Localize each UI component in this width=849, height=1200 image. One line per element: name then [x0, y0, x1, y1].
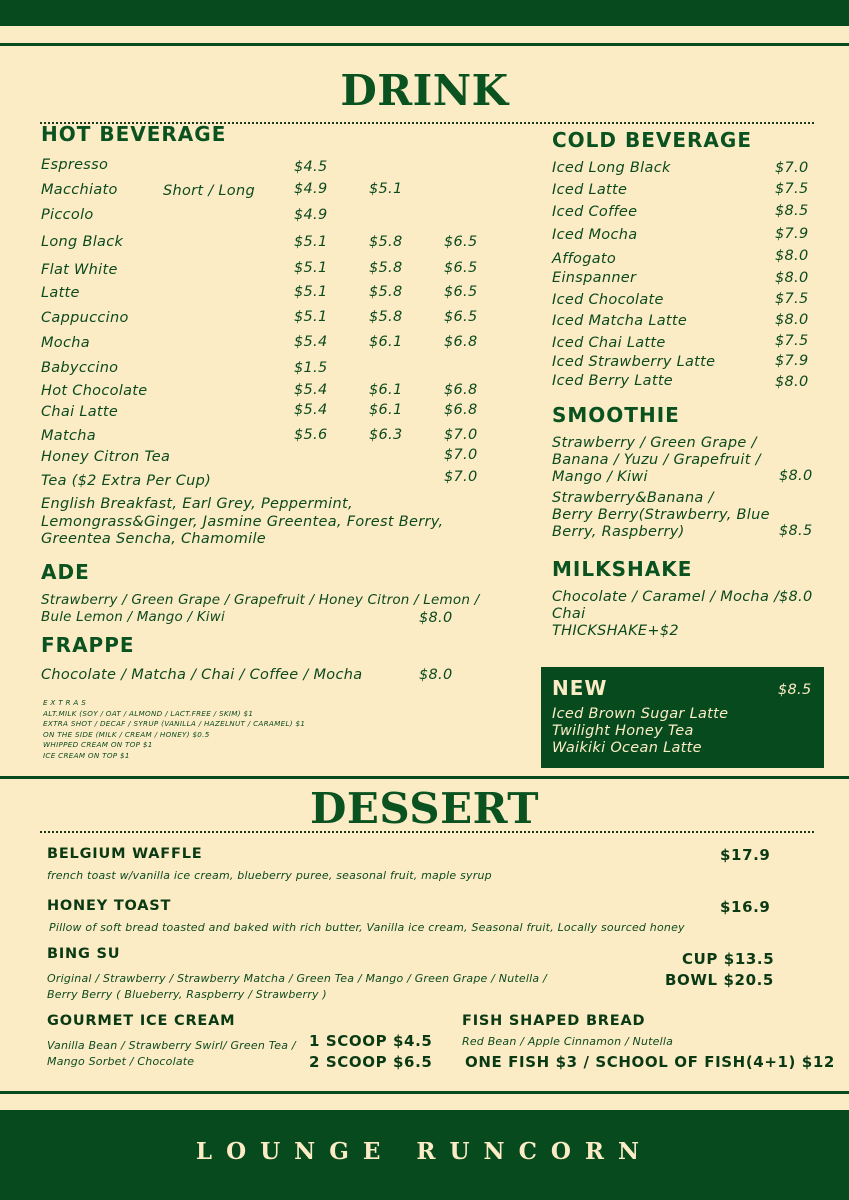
hot-item-price-3: $6.5 [444, 260, 478, 276]
hot-item-price-3: $6.5 [444, 284, 478, 300]
drink-title: DRINK [340, 66, 509, 115]
fish-price: ONE FISH $3 / SCHOOL OF FISH(4+1) $12 [465, 1053, 835, 1071]
bottom-rule [0, 1091, 849, 1094]
cold-item-price: $7.5 [775, 291, 809, 307]
footer-brand: LOUNGE RUNCORN [195, 1138, 654, 1165]
hot-item-price-1: $5.1 [294, 309, 328, 325]
cold-item-price: $7.5 [775, 181, 809, 197]
hot-item-price-1: $4.5 [294, 159, 328, 175]
hot-item-name: Flat White [41, 262, 118, 278]
smoothie-group-1 [552, 435, 761, 485]
hot-item-price-1: $5.4 [294, 334, 328, 350]
hot-item-price-1: $4.9 [294, 181, 328, 197]
milkshake-line: Chai [552, 605, 586, 622]
extras-line: ON THE SIDE (MILK / CREAM / HONEY) $0.5 [43, 729, 210, 739]
bingsu-bowl-price: BOWL $20.5 [665, 971, 774, 989]
extras-block [43, 698, 305, 762]
cold-item-price: $7.9 [775, 353, 809, 369]
cold-item-name: Iced Strawberry Latte [552, 354, 716, 370]
cold-item-name: Iced Long Black [552, 160, 671, 176]
extras-heading: E X T R A S [43, 698, 87, 707]
frappe-heading: FRAPPE [41, 633, 135, 657]
milkshake-line: Chocolate / Caramel / Mocha / [552, 589, 780, 605]
cold-item-price: $8.0 [775, 312, 809, 328]
bingsu-line-2: Berry Berry ( Blueberry, Raspberry / Strawberry ) [47, 988, 327, 1001]
new-item: Twilight Honey Tea [552, 722, 694, 739]
hot-item-name: Babyccino [41, 360, 119, 376]
hot-item-price-2: $6.3 [369, 427, 403, 443]
hot-item-name: Tea ($2 Extra Per Cup) [41, 473, 212, 489]
smoothie-line: Mango / Kiwi [552, 468, 648, 485]
waffle-name: BELGIUM WAFFLE [47, 846, 203, 862]
hot-item-price-1: $5.4 [294, 402, 328, 418]
hot-item-name: Piccolo [41, 207, 94, 223]
cold-item-name: Iced Mocha [552, 227, 638, 243]
hot-item-price-2: $6.1 [369, 402, 403, 418]
cold-item-name: Iced Coffee [552, 204, 638, 220]
hot-item-name: Long Black [41, 234, 124, 250]
cold-item-price: $8.5 [775, 203, 809, 219]
tea-options-line: English Breakfast, Earl Grey, Peppermint, [41, 496, 353, 512]
new-item: Iced Brown Sugar Latte [552, 706, 729, 722]
milkshake-heading: MILKSHAKE [552, 557, 693, 581]
smoothie-heading: SMOOTHIE [552, 403, 680, 427]
hot-item-price-2: $6.1 [369, 334, 403, 350]
hot-item-name: Mocha [41, 335, 90, 351]
tea-options [41, 496, 443, 549]
cold-item-name: Iced Berry Latte [552, 373, 674, 389]
cold-item-name: Iced Matcha Latte [552, 313, 688, 329]
bingsu-cup-price: CUP $13.5 [682, 950, 775, 968]
hot-item-price-2: $5.8 [369, 309, 403, 325]
hot-item-price-1: $5.1 [294, 234, 328, 250]
bingsu-name: BING SU [47, 946, 121, 962]
tea-options-line: Greentea Sencha, Chamomile [41, 531, 267, 547]
hot-item-name: Espresso [41, 157, 109, 173]
milkshake-price: $8.0 [779, 589, 813, 605]
hot-item-price-2: $6.1 [369, 382, 403, 398]
icecream-line-2: Mango Sorbet / Chocolate [47, 1055, 195, 1068]
smoothie-line: Berry Berry(Strawberry, Blue [552, 506, 770, 523]
hot-item-price-2: $5.8 [369, 284, 403, 300]
ade-heading: ADE [41, 560, 90, 584]
smoothie-price-2: $8.5 [779, 523, 813, 539]
new-heading: NEW [552, 676, 608, 700]
cold-beverage-heading: COLD BEVERAGE [552, 128, 752, 152]
waffle-desc: french toast w/vanilla ice cream, blueberry puree, seasonal fruit, maple syrup [47, 869, 492, 882]
hot-item-price-3: $6.5 [444, 234, 478, 250]
extras-line: EXTRA SHOT / DECAF / SYRUP (VANILLA / HAZELNUT / CARAMEL) $1 [43, 719, 306, 729]
hot-item-price-1: $4.9 [294, 207, 328, 223]
ade-line-1: Strawberry / Green Grape / Grapefruit / Honey Citron / Lemon / [41, 592, 480, 608]
cold-item-price: $7.5 [775, 333, 809, 349]
hot-item-price-3: $7.0 [444, 469, 478, 485]
hot-item-price-1: $5.1 [294, 284, 328, 300]
smoothie-line: Strawberry / Green Grape / [552, 435, 757, 451]
hot-item-name: Cappuccino [41, 310, 129, 326]
smoothie-line: Berry, Raspberry) [552, 523, 685, 540]
dessert-top-rule [0, 776, 849, 779]
top-band [0, 0, 849, 26]
cold-item-name: Affogato [552, 251, 617, 267]
ade-price: $8.0 [419, 610, 453, 626]
toast-name: HONEY TOAST [47, 898, 172, 914]
hot-item-price-1: $1.5 [294, 360, 328, 376]
cold-item-price: $8.0 [775, 248, 809, 264]
hot-item-price-2: $5.1 [369, 181, 403, 197]
hot-item-name: Hot Chocolate [41, 383, 148, 399]
icecream-name: GOURMET ICE CREAM [47, 1013, 236, 1029]
hot-item-price-1: $5.4 [294, 382, 328, 398]
hot-item-price-2: $5.8 [369, 260, 403, 276]
hot-item-name: Latte [41, 285, 80, 301]
new-item: Waikiki Ocean Latte [552, 739, 702, 756]
cold-item-name: Iced Chai Latte [552, 335, 666, 351]
tea-options-line: Lemongrass&Ginger, Jasmine Greentea, Forest Berry, [41, 513, 444, 530]
cold-item-price: $7.0 [775, 160, 809, 176]
smoothie-line: Strawberry&Banana / [552, 490, 714, 506]
extras-line: ALT.MILK (SOY / OAT / ALMOND / LACT.FREE / SKIM) $1 [43, 708, 254, 718]
bingsu-line-1: Original / Strawberry / Strawberry Matcha / Green Tea / Mango / Green Grape / Nutella / [47, 972, 547, 985]
cold-item-name: Einspanner [552, 270, 637, 286]
hot-item-price-2: $5.8 [369, 234, 403, 250]
new-items-box [541, 667, 824, 768]
hot-item-name: Matcha [41, 428, 96, 444]
new-items [552, 706, 728, 756]
hot-item-name: Honey Citron Tea [41, 449, 171, 465]
hot-item-price-3: $7.0 [444, 427, 478, 443]
cold-item-price: $8.0 [775, 270, 809, 286]
hot-item-price-1: $5.6 [294, 427, 328, 443]
fish-name: FISH SHAPED BREAD [462, 1013, 646, 1029]
top-rule [0, 43, 849, 46]
fish-desc: Red Bean / Apple Cinnamon / Nutella [462, 1035, 674, 1048]
new-price: $8.5 [778, 682, 812, 698]
smoothie-price-1: $8.0 [779, 468, 813, 484]
icecream-line-1: Vanilla Bean / Strawberry Swirl/ Green Tea / [47, 1039, 296, 1052]
hot-item-name: Macchiato [41, 182, 118, 198]
toast-price: $16.9 [720, 898, 771, 916]
size-label: Short / Long [163, 183, 255, 199]
hot-item-price-3: $6.8 [444, 334, 478, 350]
cold-item-name: Iced Chocolate [552, 292, 664, 308]
dessert-divider [40, 831, 814, 833]
milkshake-lines [552, 589, 779, 639]
dessert-title: DESSERT [309, 784, 540, 833]
extras-line: ICE CREAM ON TOP $1 [43, 750, 130, 760]
ade-line-2: Bule Lemon / Mango / Kiwi [41, 609, 225, 625]
milkshake-line: THICKSHAKE+$2 [552, 622, 679, 639]
icecream-one-scoop: 1 SCOOP $4.5 [309, 1032, 433, 1050]
hot-item-price-3: $7.0 [444, 447, 478, 463]
frappe-line: Chocolate / Matcha / Chai / Coffee / Mocha [41, 667, 363, 683]
hot-item-price-3: $6.5 [444, 309, 478, 325]
smoothie-group-2 [552, 490, 770, 540]
toast-desc: Pillow of soft bread toasted and baked with rich butter, Vanilla ice cream, Seasonal fruit, Locally sourced honey [49, 921, 685, 934]
waffle-price: $17.9 [720, 846, 771, 864]
hot-item-price-1: $5.1 [294, 260, 328, 276]
hot-item-price-3: $6.8 [444, 402, 478, 418]
frappe-price: $8.0 [419, 667, 453, 683]
hot-beverage-heading: HOT BEVERAGE [41, 122, 227, 146]
cold-item-price: $7.9 [775, 226, 809, 242]
extras-line: WHIPPED CREAM ON TOP $1 [43, 740, 153, 750]
cold-item-price: $8.0 [775, 374, 809, 390]
cold-item-name: Iced Latte [552, 182, 628, 198]
hot-item-price-3: $6.8 [444, 382, 478, 398]
smoothie-line: Banana / Yuzu / Grapefruit / [552, 451, 761, 468]
icecream-two-scoop: 2 SCOOP $6.5 [309, 1053, 433, 1071]
hot-item-name: Chai Latte [41, 404, 119, 420]
